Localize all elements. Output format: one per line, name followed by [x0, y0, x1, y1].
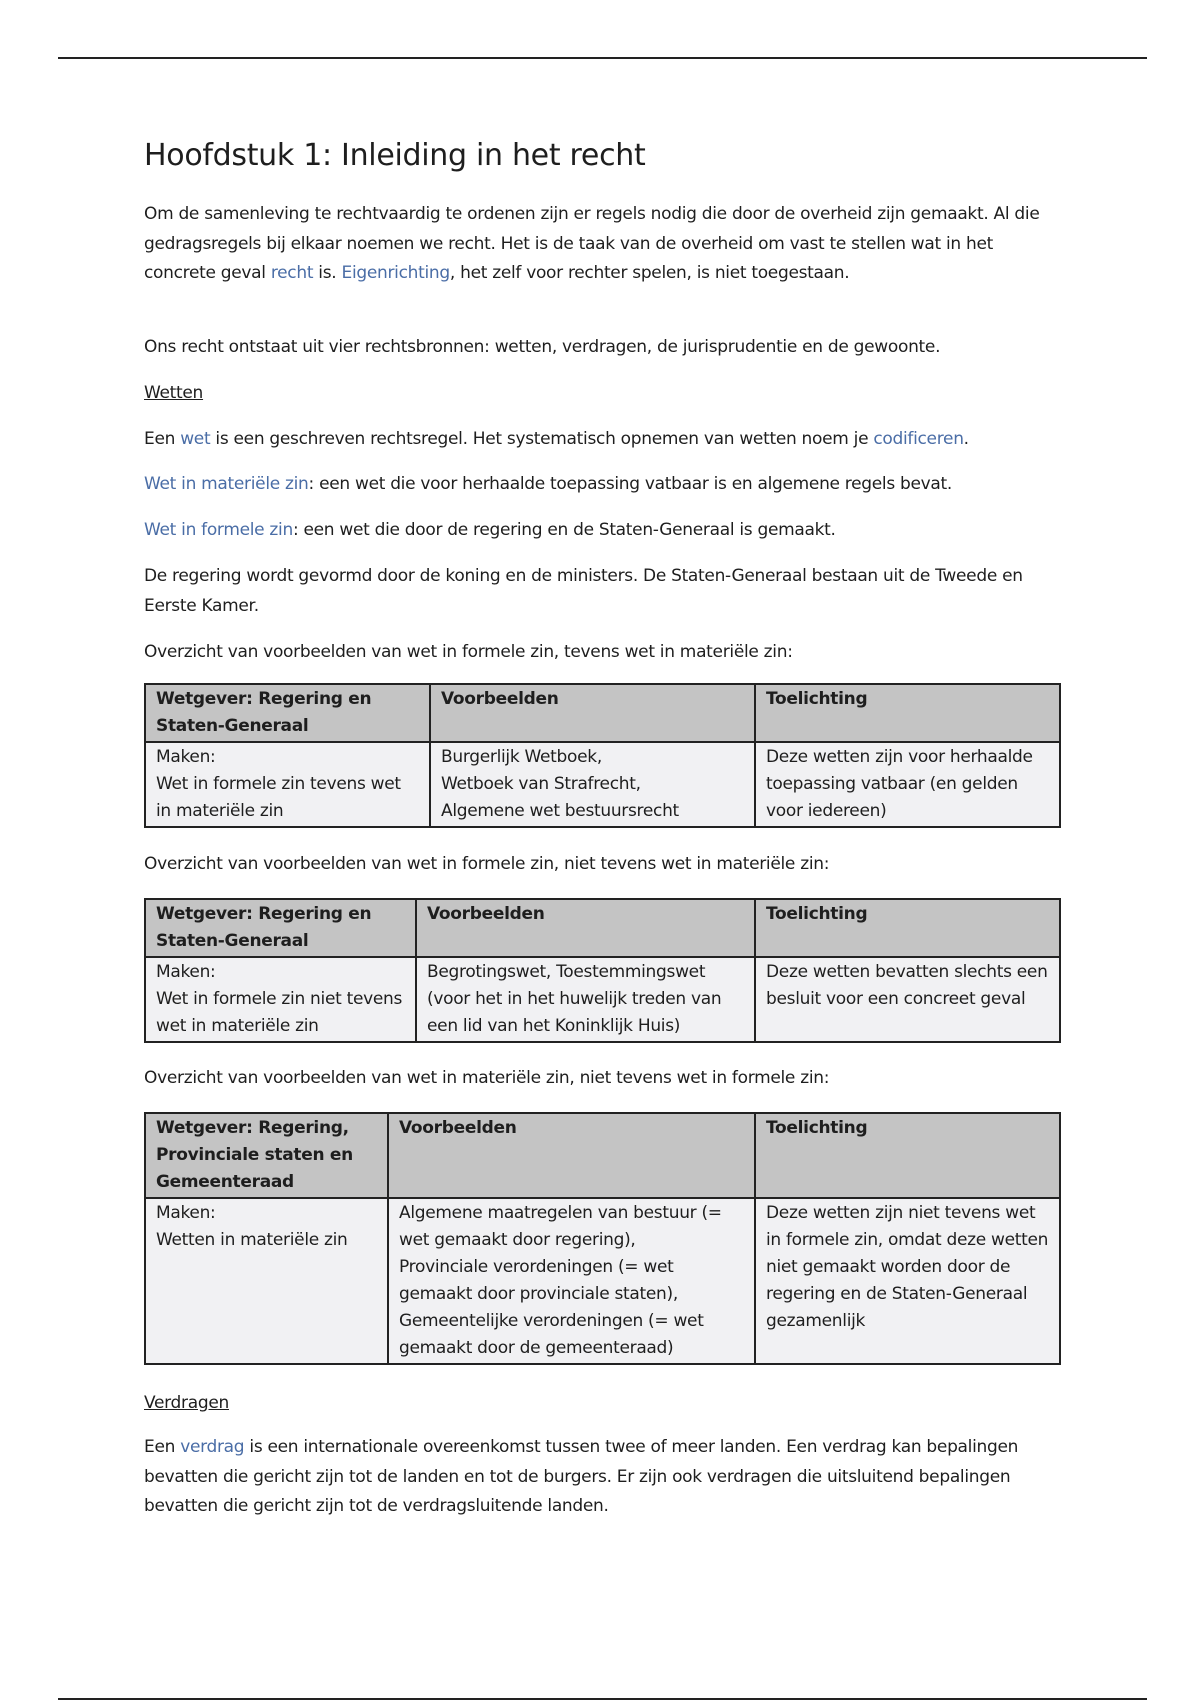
text: .: [963, 429, 969, 449]
link-verdrag[interactable]: verdrag: [180, 1437, 245, 1457]
cell: Deze wetten zijn voor herhaalde toepassing vatbaar (en gelden voor iedereen): [755, 742, 1060, 827]
table-1: [144, 683, 1061, 828]
cell: Deze wetten zijn niet tevens wet in formele zin, omdat deze wetten niet gemaakt worden door de regering en de Staten-Generaal gezamenlijk: [755, 1198, 1060, 1364]
table-caption-3: Overzicht van voorbeelden van wet in materiële zin, niet tevens wet in formele zin:: [144, 1068, 830, 1088]
paragraph-rechtsbronnen: Ons recht ontstaat uit vier rechtsbronnen: wetten, verdragen, de jurisprudentie en de gewoonte.: [144, 337, 941, 357]
table-caption-1: Overzicht van voorbeelden van wet in formele zin, tevens wet in materiële zin:: [144, 642, 793, 662]
paragraph-materiele-zin: [144, 470, 1064, 500]
paragraph-regering: De regering wordt gevormd door de koning en de ministers. De Staten-Generaal bestaan uit de Tweede en Eerste Kamer.: [144, 566, 1023, 616]
cell: Maken: Wetten in materiële zin: [145, 1198, 388, 1364]
cell: Maken: Wet in formele zin tevens wet in materiële zin: [145, 742, 430, 827]
text: : een wet die door de regering en de Staten-Generaal is gemaakt.: [292, 520, 836, 540]
text: , het zelf voor rechter spelen, is niet toegestaan.: [449, 263, 850, 283]
header-cell: Wetgever: Regering, Provinciale staten en Gemeenteraad: [145, 1113, 388, 1198]
header-cell: Toelichting: [755, 1113, 1060, 1198]
link-wet-formele-zin[interactable]: Wet in formele zin: [144, 520, 293, 540]
link-recht[interactable]: recht: [270, 263, 314, 283]
link-eigenrichting[interactable]: Eigenrichting: [341, 263, 450, 283]
paragraph-intro: [144, 200, 1064, 289]
header-cell: Voorbeelden: [388, 1113, 755, 1198]
cell: Burgerlijk Wetboek, Wetboek van Strafrecht, Algemene wet bestuursrecht: [430, 742, 755, 827]
text: : een wet die voor herhaalde toepassing vatbaar is en algemene regels bevat.: [308, 474, 953, 494]
table-2: [144, 898, 1061, 1043]
page-title: Hoofdstuk 1: Inleiding in het recht: [144, 138, 646, 173]
text: Om de samenleving te rechtvaardig te ordenen zijn er regels nodig die door de overheid zijn gemaakt. Al die gedragsregels bij elkaar noemen we recht. Het is de taak van de overheid om vast te stellen wat in het concrete geval: [144, 204, 1040, 283]
cell: Maken: Wet in formele zin niet tevens wet in materiële zin: [145, 957, 416, 1042]
header-cell: Toelichting: [755, 899, 1060, 957]
table-caption-2: Overzicht van voorbeelden van wet in formele zin, niet tevens wet in materiële zin:: [144, 854, 830, 874]
text: Een: [144, 429, 181, 449]
heading-wetten: Wetten: [144, 383, 204, 403]
text: is een internationale overeenkomst tussen twee of meer landen. Een verdrag kan bepalingen bevatten die gericht zijn tot de landen en tot de burgers. Er zijn ook verdragen die uitsluitend bepalingen bevatten die gericht zijn tot de verdragsluitende landen.: [144, 1437, 1019, 1516]
link-wet[interactable]: wet: [180, 429, 211, 449]
header-cell: Voorbeelden: [416, 899, 755, 957]
text: Een: [144, 1437, 181, 1457]
cell: Algemene maatregelen van bestuur (= wet gemaakt door regering), Provinciale verordeningen (= wet gemaakt door provinciale staten), Gemeentelijke verordeningen (= wet gemaakt door de gemeenteraad): [388, 1198, 755, 1364]
text: is een geschreven rechtsregel. Het systematisch opnemen van wetten noem je: [210, 429, 874, 449]
text: is.: [313, 263, 342, 283]
cell: Deze wetten bevatten slechts een besluit voor een concreet geval: [755, 957, 1060, 1042]
table-3: [144, 1112, 1061, 1365]
cell: Begrotingswet, Toestemmingswet (voor het in het huwelijk treden van een lid van het Koninklijk Huis): [416, 957, 755, 1042]
header-cell: Wetgever: Regering en Staten-Generaal: [145, 684, 430, 742]
link-codificeren[interactable]: codificeren: [873, 429, 964, 449]
paragraph-formele-zin: [144, 516, 1064, 546]
paragraph-verdrag: [144, 1433, 1064, 1522]
heading-verdragen: Verdragen: [144, 1393, 229, 1413]
header-cell: Voorbeelden: [430, 684, 755, 742]
link-wet-materiele-zin[interactable]: Wet in materiële zin: [144, 474, 309, 494]
header-cell: Wetgever: Regering en Staten-Generaal: [145, 899, 416, 957]
paragraph-wet: [144, 425, 1064, 455]
header-cell: Toelichting: [755, 684, 1060, 742]
header-rule: [58, 57, 1147, 59]
